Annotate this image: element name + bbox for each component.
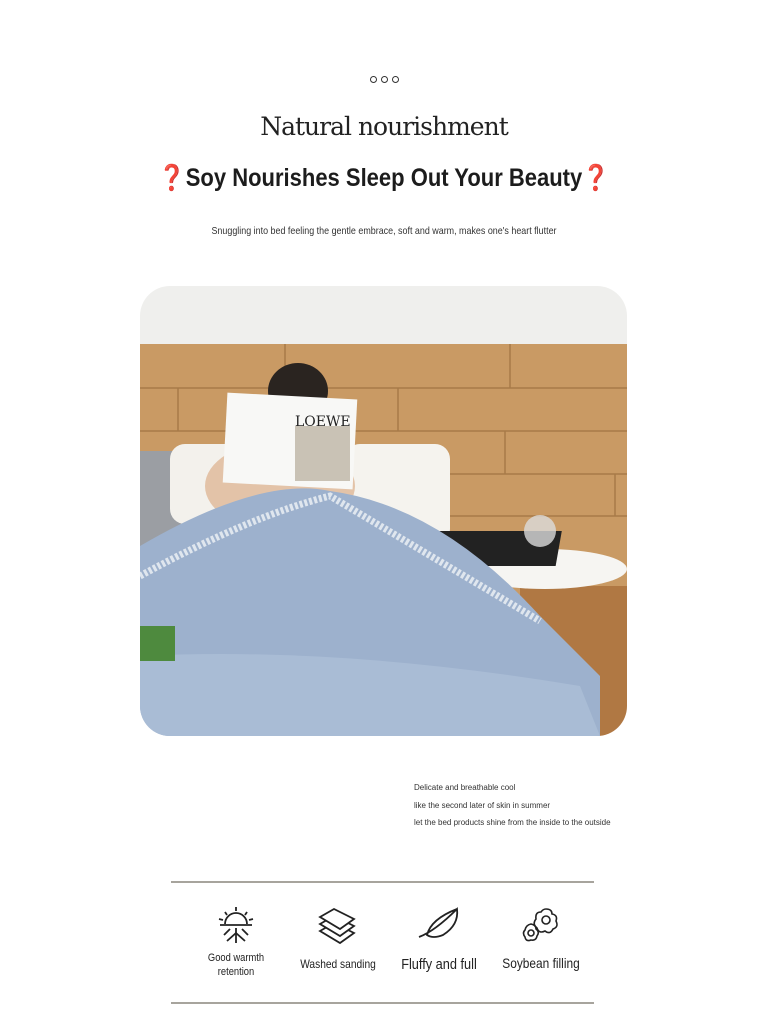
script-title: Natural nourishment: [260, 112, 508, 141]
caption-line: like the second later of skin in summer: [414, 800, 551, 810]
flower-icon: [521, 905, 561, 947]
feature-label: Washed sanding: [300, 957, 376, 971]
sun-snowflake-icon: [216, 905, 256, 947]
caption-line: let the bed products shine from the inside to the outside: [414, 818, 611, 827]
feature-label: Soybean filling: [502, 955, 580, 971]
decorative-dots: [0, 76, 768, 83]
headline: ❓Soy Nourishes Sleep Out Your Beauty❓: [158, 164, 610, 192]
divider: [171, 1002, 594, 1004]
dot-icon: [392, 76, 399, 83]
caption-block: [414, 779, 611, 832]
feature-sanding: [283, 905, 393, 971]
feature-label: Good warmth retention: [207, 952, 265, 978]
bedroom-photo: [140, 286, 627, 736]
feather-icon: [415, 905, 463, 947]
feature-fluffy: [384, 905, 494, 973]
subtitle: Snuggling into bed feeling the gentle embrace, soft and warm, makes one's heart flutter: [211, 225, 557, 237]
feature-soybean: [486, 905, 596, 971]
dot-icon: [381, 76, 388, 83]
feature-warmth: [181, 905, 291, 979]
feature-label: Fluffy and full: [401, 956, 477, 973]
magazine-title: LOEWE: [295, 414, 351, 430]
layers-icon: [316, 905, 360, 947]
caption-line: Delicate and breathable cool: [414, 783, 516, 792]
dot-icon: [370, 76, 377, 83]
divider: [171, 881, 594, 883]
